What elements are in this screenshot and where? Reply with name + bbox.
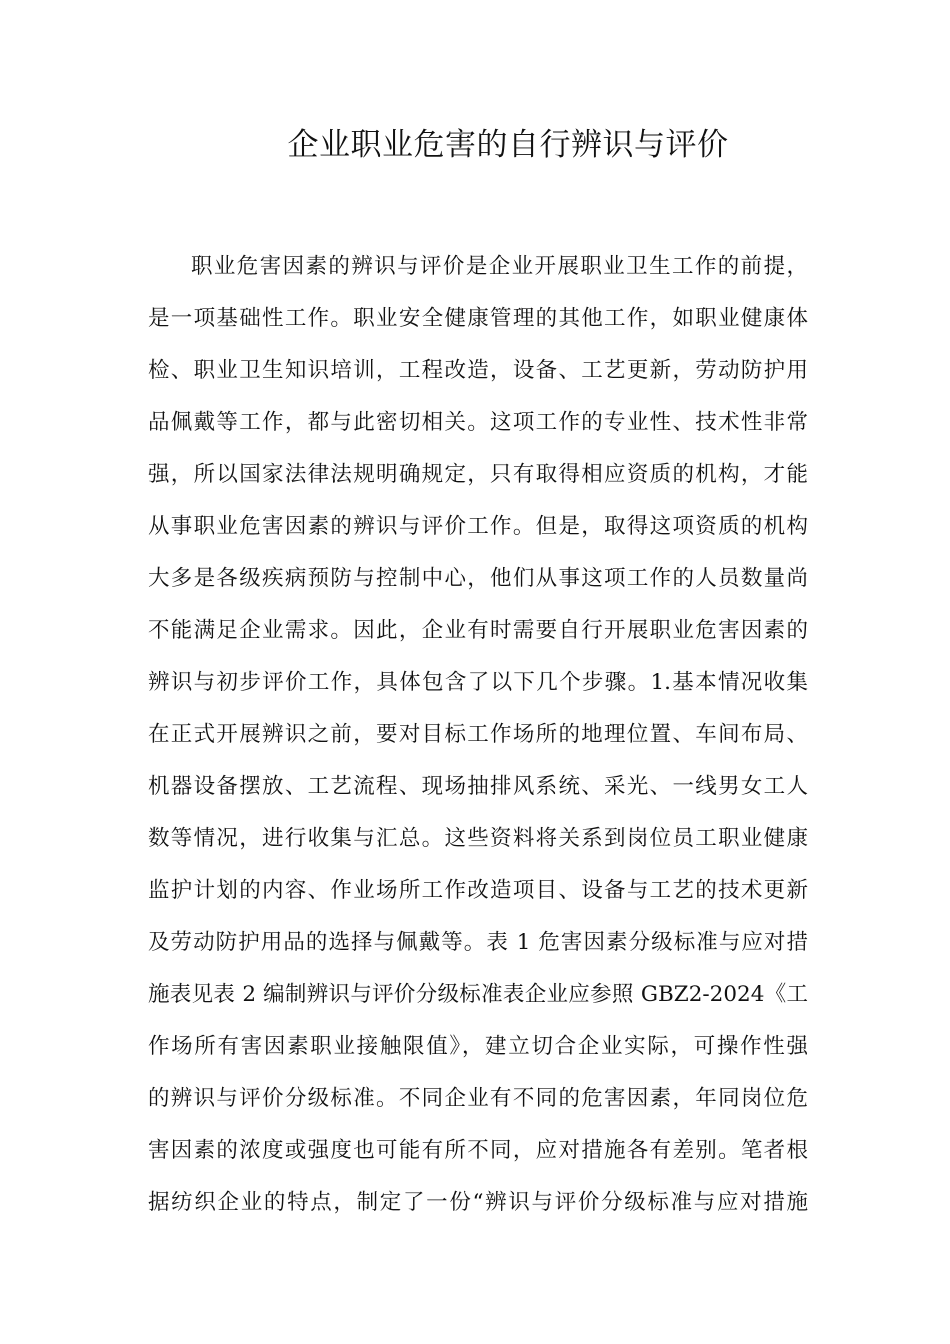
body-line: 在正式开展辨识之前，要对目标工作场所的地理位置、车间布局、	[148, 722, 808, 747]
body-line: 及劳动防护用品的选择与佩戴等。表 1 危害因素分级标准与应对措	[148, 930, 808, 955]
body-line: 检、职业卫生知识培训，工程改造，设备、工艺更新，劳动防护用	[148, 358, 808, 383]
body-line: 机器设备摆放、工艺流程、现场抽排风系统、采光、一线男女工人	[148, 774, 808, 799]
body-line: 据纺织企业的特点，制定了一份“辨识与评价分级标准与应对措施	[148, 1190, 808, 1215]
body-line: 辨识与初步评价工作，具体包含了以下几个步骤。1.基本情况收集	[148, 670, 808, 695]
body-line: 大多是各级疾病预防与控制中心，他们从事这项工作的人员数量尚	[148, 566, 808, 591]
body-line: 品佩戴等工作，都与此密切相关。这项工作的专业性、技术性非常	[148, 410, 808, 435]
document-title: 企业职业危害的自行辨识与评价	[287, 127, 729, 163]
body-line: 作场所有害因素职业接触限值》，建立切合企业实际，可操作性强	[148, 1034, 808, 1059]
body-line: 职业危害因素的辨识与评价是企业开展职业卫生工作的前提，	[191, 254, 808, 279]
body-line: 从事职业危害因素的辨识与评价工作。但是，取得这项资质的机构	[148, 514, 808, 539]
body-line: 强，所以国家法律法规明确规定，只有取得相应资质的机构，才能	[148, 462, 808, 487]
body-line: 不能满足企业需求。因此，企业有时需要自行开展职业危害因素的	[148, 618, 808, 643]
body-line: 监护计划的内容、作业场所工作改造项目、设备与工艺的技术更新	[148, 878, 808, 903]
body-line: 是一项基础性工作。职业安全健康管理的其他工作，如职业健康体	[148, 306, 808, 331]
body-line: 施表见表 2 编制辨识与评价分级标准表企业应参照 GBZ2-2024《工	[148, 982, 808, 1007]
body-line: 害因素的浓度或强度也可能有所不同，应对措施各有差别。笔者根	[148, 1138, 808, 1163]
document-body	[148, 246, 808, 1234]
body-line: 数等情况，进行收集与汇总。这些资料将关系到岗位员工职业健康	[148, 826, 808, 851]
body-line: 的辨识与评价分级标准。不同企业有不同的危害因素，年同岗位危	[148, 1086, 808, 1111]
